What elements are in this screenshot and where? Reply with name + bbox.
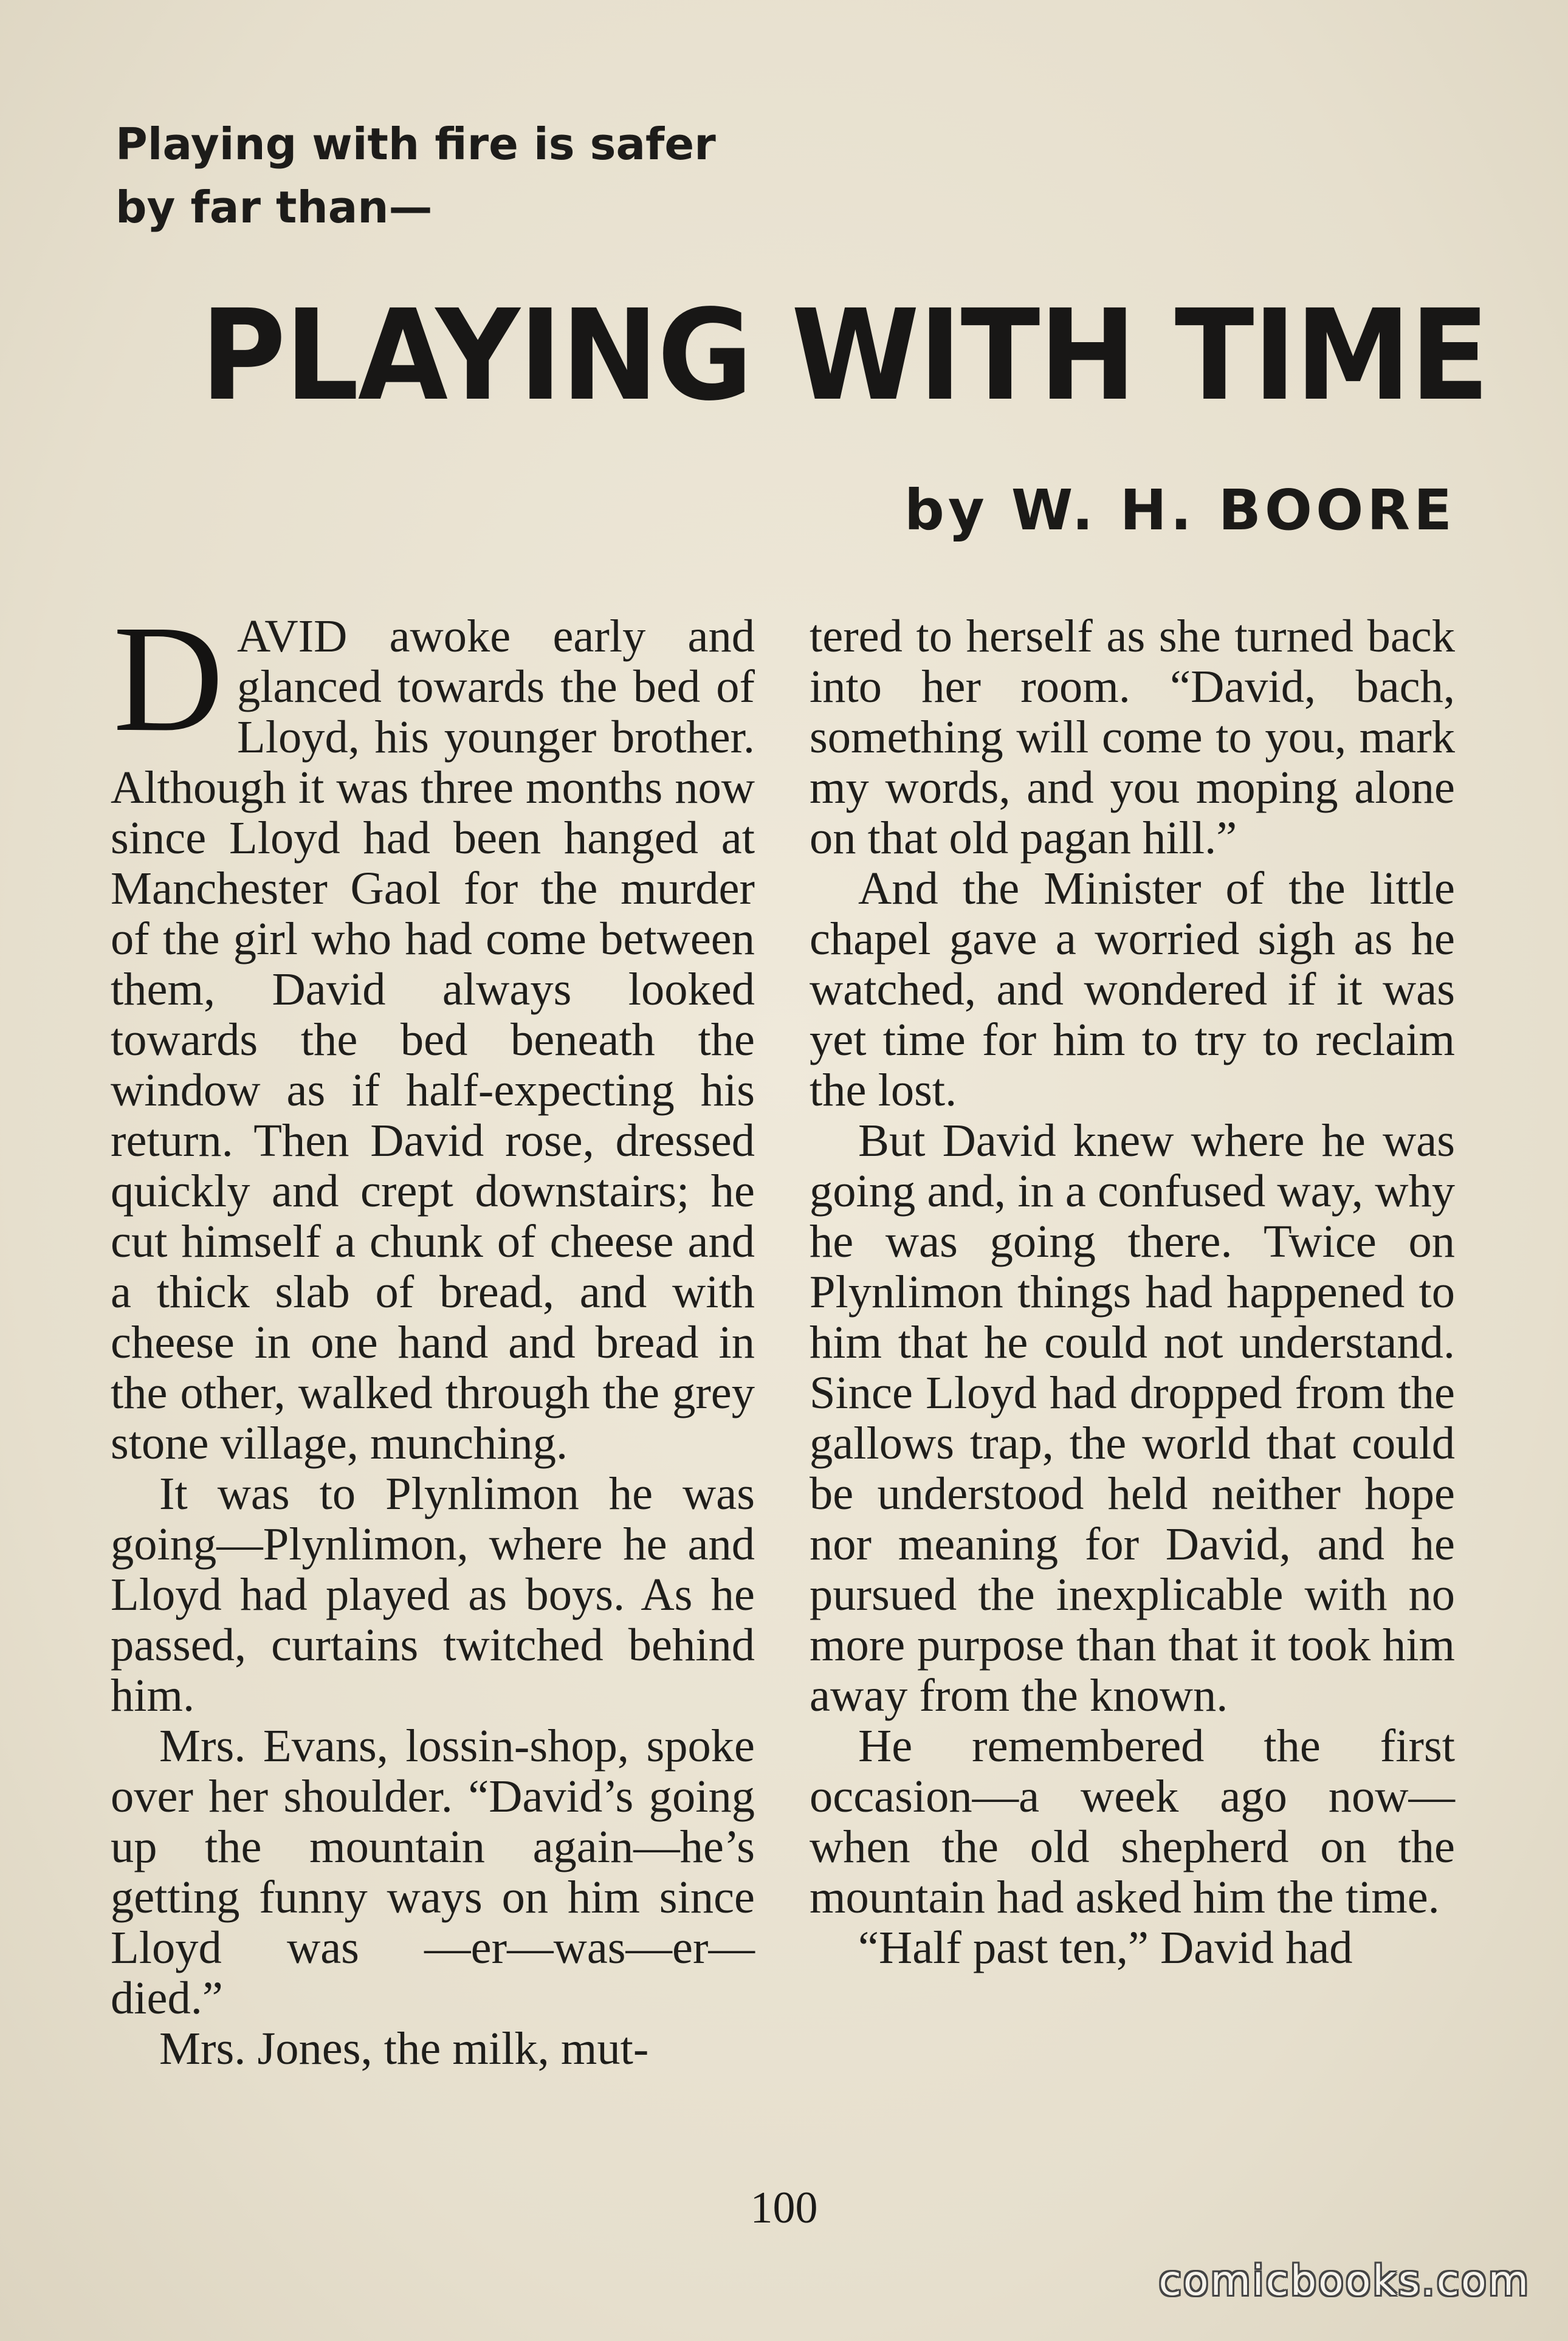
paragraph: It was to Plynlimon he was going—Plynlimon, where he and Lloyd had played as boys. As he passed, curtains twitched behind him.	[111, 1468, 755, 1721]
story-title: PLAYING WITH TIME	[201, 283, 1488, 428]
paragraph: tered to herself as she turned back into her room. “David, bach, something will come to you, mark my words, and you moping alone on that old pagan hill.”	[810, 610, 1455, 864]
paragraph: And the Minister of the little chapel gave a worried sigh as he watched, and wondered if it was yet time for him to try to reclaim the lost.	[810, 862, 1455, 1116]
drop-cap: D	[113, 593, 224, 763]
story-teaser	[115, 112, 716, 239]
paragraph-text: awoke early and glanced towards the bed of Lloyd, his younger brother. Although it was three months now since Lloyd had been hanged at Manchester Gaol for the murder of the girl who had come between them, David always looked towards the bed beneath the window as if half-expecting his return. Then David rose, dressed quickly and crept downstairs; he cut himself a chunk of cheese and a thick slab of bread, and with cheese in one hand and bread in the other, walked through the grey stone village, munching.	[111, 610, 755, 1469]
watermark: comicbooks.com	[1158, 2257, 1530, 2305]
paragraph: Mrs. Evans, lossin-shop, spoke over her shoulder. “David’s going up the mountain again—he’s getting funny ways on him since Lloyd was —er—was—er—died.”	[111, 1720, 755, 2024]
teaser-line-2: by far than—	[115, 182, 433, 233]
teaser-line-1: Playing with fire is safer	[115, 119, 716, 170]
small-caps-word: AVID	[237, 610, 348, 662]
byline: by W. H. BOORE	[904, 478, 1456, 543]
text-column-right	[810, 611, 1455, 1973]
paragraph: “Half past ten,” David had	[858, 1922, 1353, 1973]
page-number: 100	[750, 2183, 818, 2233]
paragraph	[111, 593, 755, 1469]
text-column-left	[111, 593, 755, 2074]
paragraph: Mrs. Jones, the milk, mut-	[159, 2023, 649, 2074]
paragraph: But David knew where he was going and, in a confused way, why he was going there. Twice on Plynlimon things had happened to him that he could not understand. Since Lloyd had dropped from the gallows trap, the world that could be understood held neither hope nor meaning for David, and he pursued the inexplicable with no more purpose than that it took him away from the known.	[810, 1115, 1455, 1721]
paragraph: He remembered the first occasion—a week ago now—when the old shepherd on the mountain had asked him the time.	[810, 1720, 1455, 1923]
